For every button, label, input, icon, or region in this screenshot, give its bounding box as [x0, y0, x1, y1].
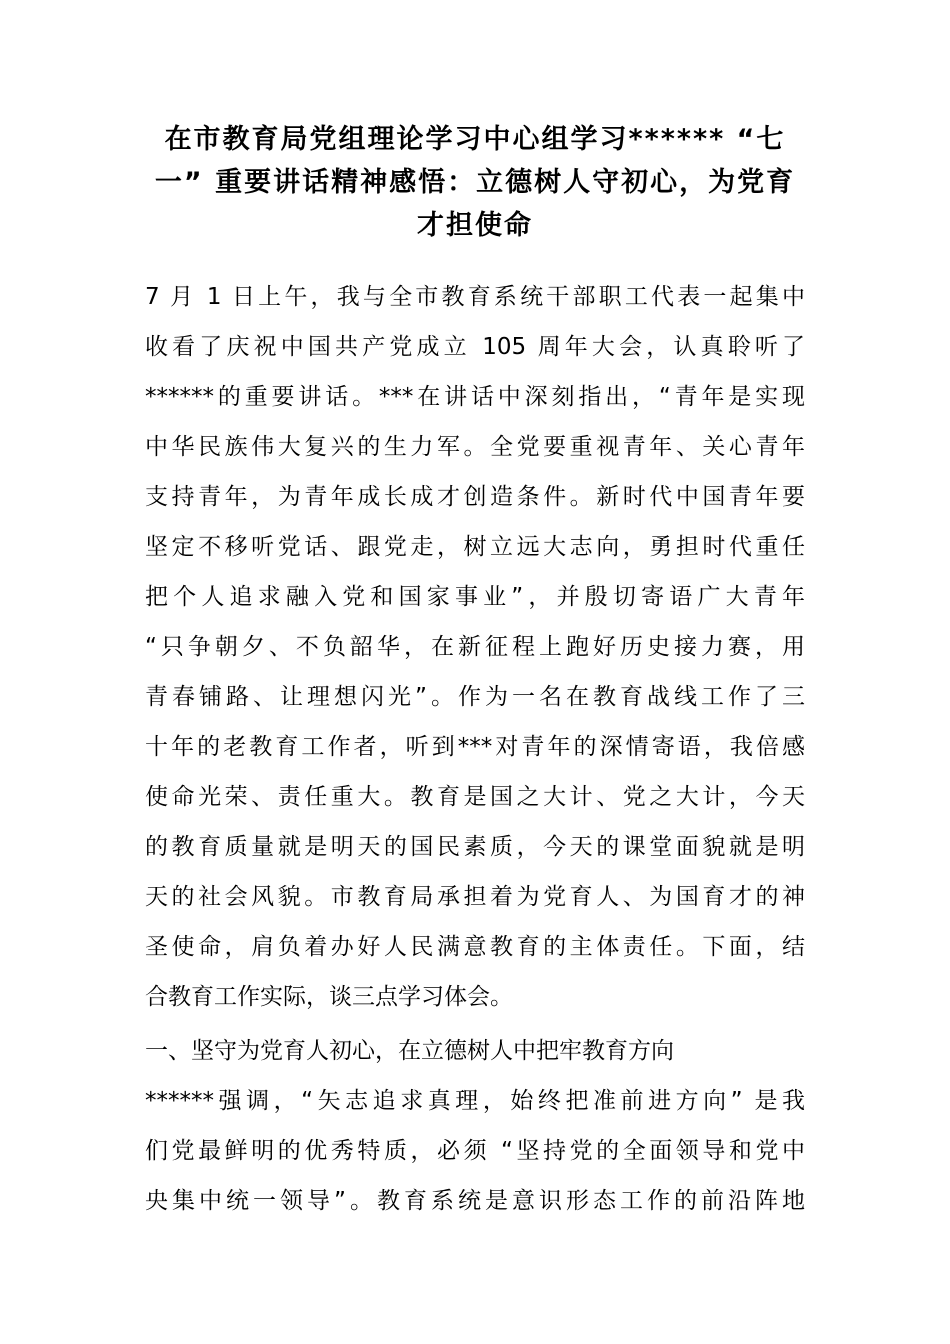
text-line: 央集中统一领导”。教育系统是意识形态工作的前沿阵地 [145, 1188, 805, 1214]
text-line: 把个人追求融入党和国家事业”，并殷切寄语广大青年 [145, 584, 805, 610]
title-line: 在市教育局党组理论学习中心组学习****** “七 [164, 124, 786, 155]
text-line: 的教育质量就是明天的国民素质，今天的课堂面貌就是明 [145, 834, 805, 860]
text-line: 收看了庆祝中国共产党成立 105 周年大会，认真聆听了 [145, 334, 805, 360]
paragraph-1 [145, 272, 805, 1022]
text-line: 合教育工作实际，谈三点学习体会。 [145, 984, 513, 1010]
document-title [145, 118, 805, 247]
document-body [145, 272, 805, 1226]
text-line: 十年的老教育工作者，听到***对青年的深情寄语，我倍感 [145, 734, 805, 760]
text-line: 7 月 1 日上午，我与全市教育系统干部职工代表一起集中 [145, 284, 805, 310]
text-line: “只争朝夕、不负韶华，在新征程上跑好历史接力赛，用 [145, 634, 805, 660]
text-line: 支持青年，为青年成长成才创造条件。新时代中国青年要 [145, 484, 805, 510]
paragraph-2 [145, 1076, 805, 1226]
text-line: 青春铺路、让理想闪光”。作为一名在教育战线工作了三 [145, 684, 805, 710]
section-heading: 一、坚守为党育人初心，在立德树人中把牢教育方向 [145, 1038, 674, 1064]
text-line: 圣使命，肩负着办好人民满意教育的主体责任。下面，结 [145, 934, 805, 960]
text-line: 坚定不移听党话、跟党走，树立远大志向，勇担时代重任 [145, 534, 805, 560]
title-line: 才担使命 [417, 210, 533, 241]
title-line: 一” 重要讲话精神感悟：立德树人守初心，为党育 [154, 167, 796, 198]
text-line: 中华民族伟大复兴的生力军。全党要重视青年、关心青年 [145, 434, 805, 460]
text-line: 使命光荣、责任重大。教育是国之大计、党之大计，今天 [145, 784, 805, 810]
text-line: 们党最鲜明的优秀特质，必须 “坚持党的全面领导和党中 [145, 1138, 805, 1164]
text-line: 天的社会风貌。市教育局承担着为党育人、为国育才的神 [145, 884, 805, 910]
text-line: ******强调，“矢志追求真理，始终把准前进方向” 是我 [145, 1088, 805, 1114]
text-line: ******的重要讲话。***在讲话中深刻指出，“青年是实现 [145, 384, 805, 410]
